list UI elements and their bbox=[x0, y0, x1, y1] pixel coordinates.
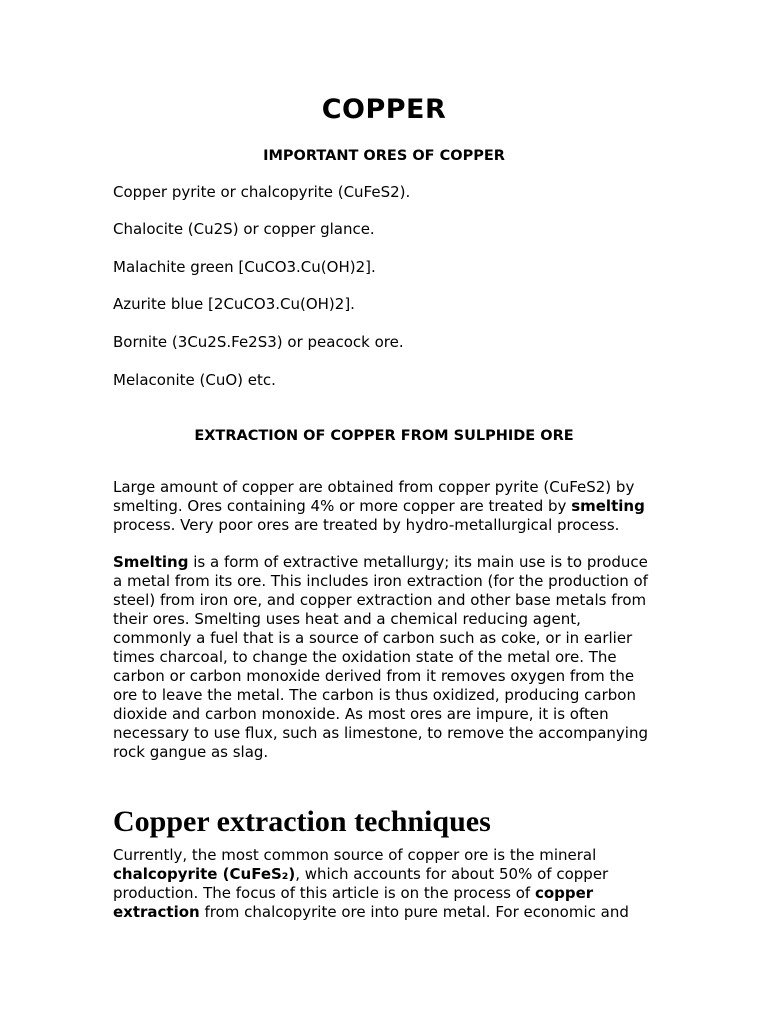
section-heading: Copper extraction techniques bbox=[113, 805, 491, 838]
bold-term-chalcopyrite: chalcopyrite (CuFeS₂) bbox=[113, 865, 296, 883]
ore-item: Bornite (3Cu2S.Fe2S3) or peacock ore. bbox=[113, 333, 404, 351]
paragraph-text: from chalcopyrite ore into pure metal. For economic and bbox=[199, 903, 629, 921]
extraction-heading: EXTRACTION OF COPPER FROM SULPHIDE ORE bbox=[194, 428, 574, 444]
page-title: COPPER bbox=[321, 94, 447, 125]
paragraph-extraction-techniques bbox=[113, 846, 658, 922]
paragraph-text: , which accounts for about 50% of copper production. The focus of this article is on the process of bbox=[113, 865, 609, 902]
paragraph-smelting-definition bbox=[113, 553, 658, 762]
ore-item: Melaconite (CuO) etc. bbox=[113, 371, 276, 389]
bold-term-smelting: smelting bbox=[571, 497, 645, 515]
paragraph-text: Currently, the most common source of copper ore is the mineral bbox=[113, 846, 597, 864]
bold-term-smelting: Smelting bbox=[113, 553, 189, 571]
bold-term-copper-extraction: copper extraction bbox=[113, 884, 594, 921]
paragraph-smelting-intro bbox=[113, 478, 658, 535]
ore-item: Malachite green [CuCO3.Cu(OH)2]. bbox=[113, 258, 376, 276]
ore-item: Azurite blue [2CuCO3.Cu(OH)2]. bbox=[113, 295, 355, 313]
ores-heading: IMPORTANT ORES OF COPPER bbox=[263, 148, 505, 164]
paragraph-text: Large amount of copper are obtained from copper pyrite (CuFeS2) by smelting. Ores containing 4% or more copper are treated by bbox=[113, 478, 635, 515]
ore-item: Copper pyrite or chalcopyrite (CuFeS2). bbox=[113, 183, 411, 201]
ore-item: Chalocite (Cu2S) or copper glance. bbox=[113, 220, 375, 238]
paragraph-text: process. Very poor ores are treated by hydro-metallurgical process. bbox=[113, 516, 620, 534]
paragraph-text: is a form of extractive metallurgy; its main use is to produce a metal from its ore. This includes iron extraction (for the production of steel) from iron ore, and copper extraction and other base metals from their ores. Smelting uses heat and a chemical reducing agent, commonly a fuel that is a source of carbon such as coke, or in earlier times charcoal, to change the oxidation state of the metal ore. The carbon or carbon monoxide derived from it removes oxygen from the ore to leave the metal. The carbon is thus oxidized, producing carbon dioxide and carbon monoxide. As most ores are impure, it is often necessary to use flux, such as limestone, to remove the accompanying rock gangue as slag. bbox=[113, 553, 649, 761]
